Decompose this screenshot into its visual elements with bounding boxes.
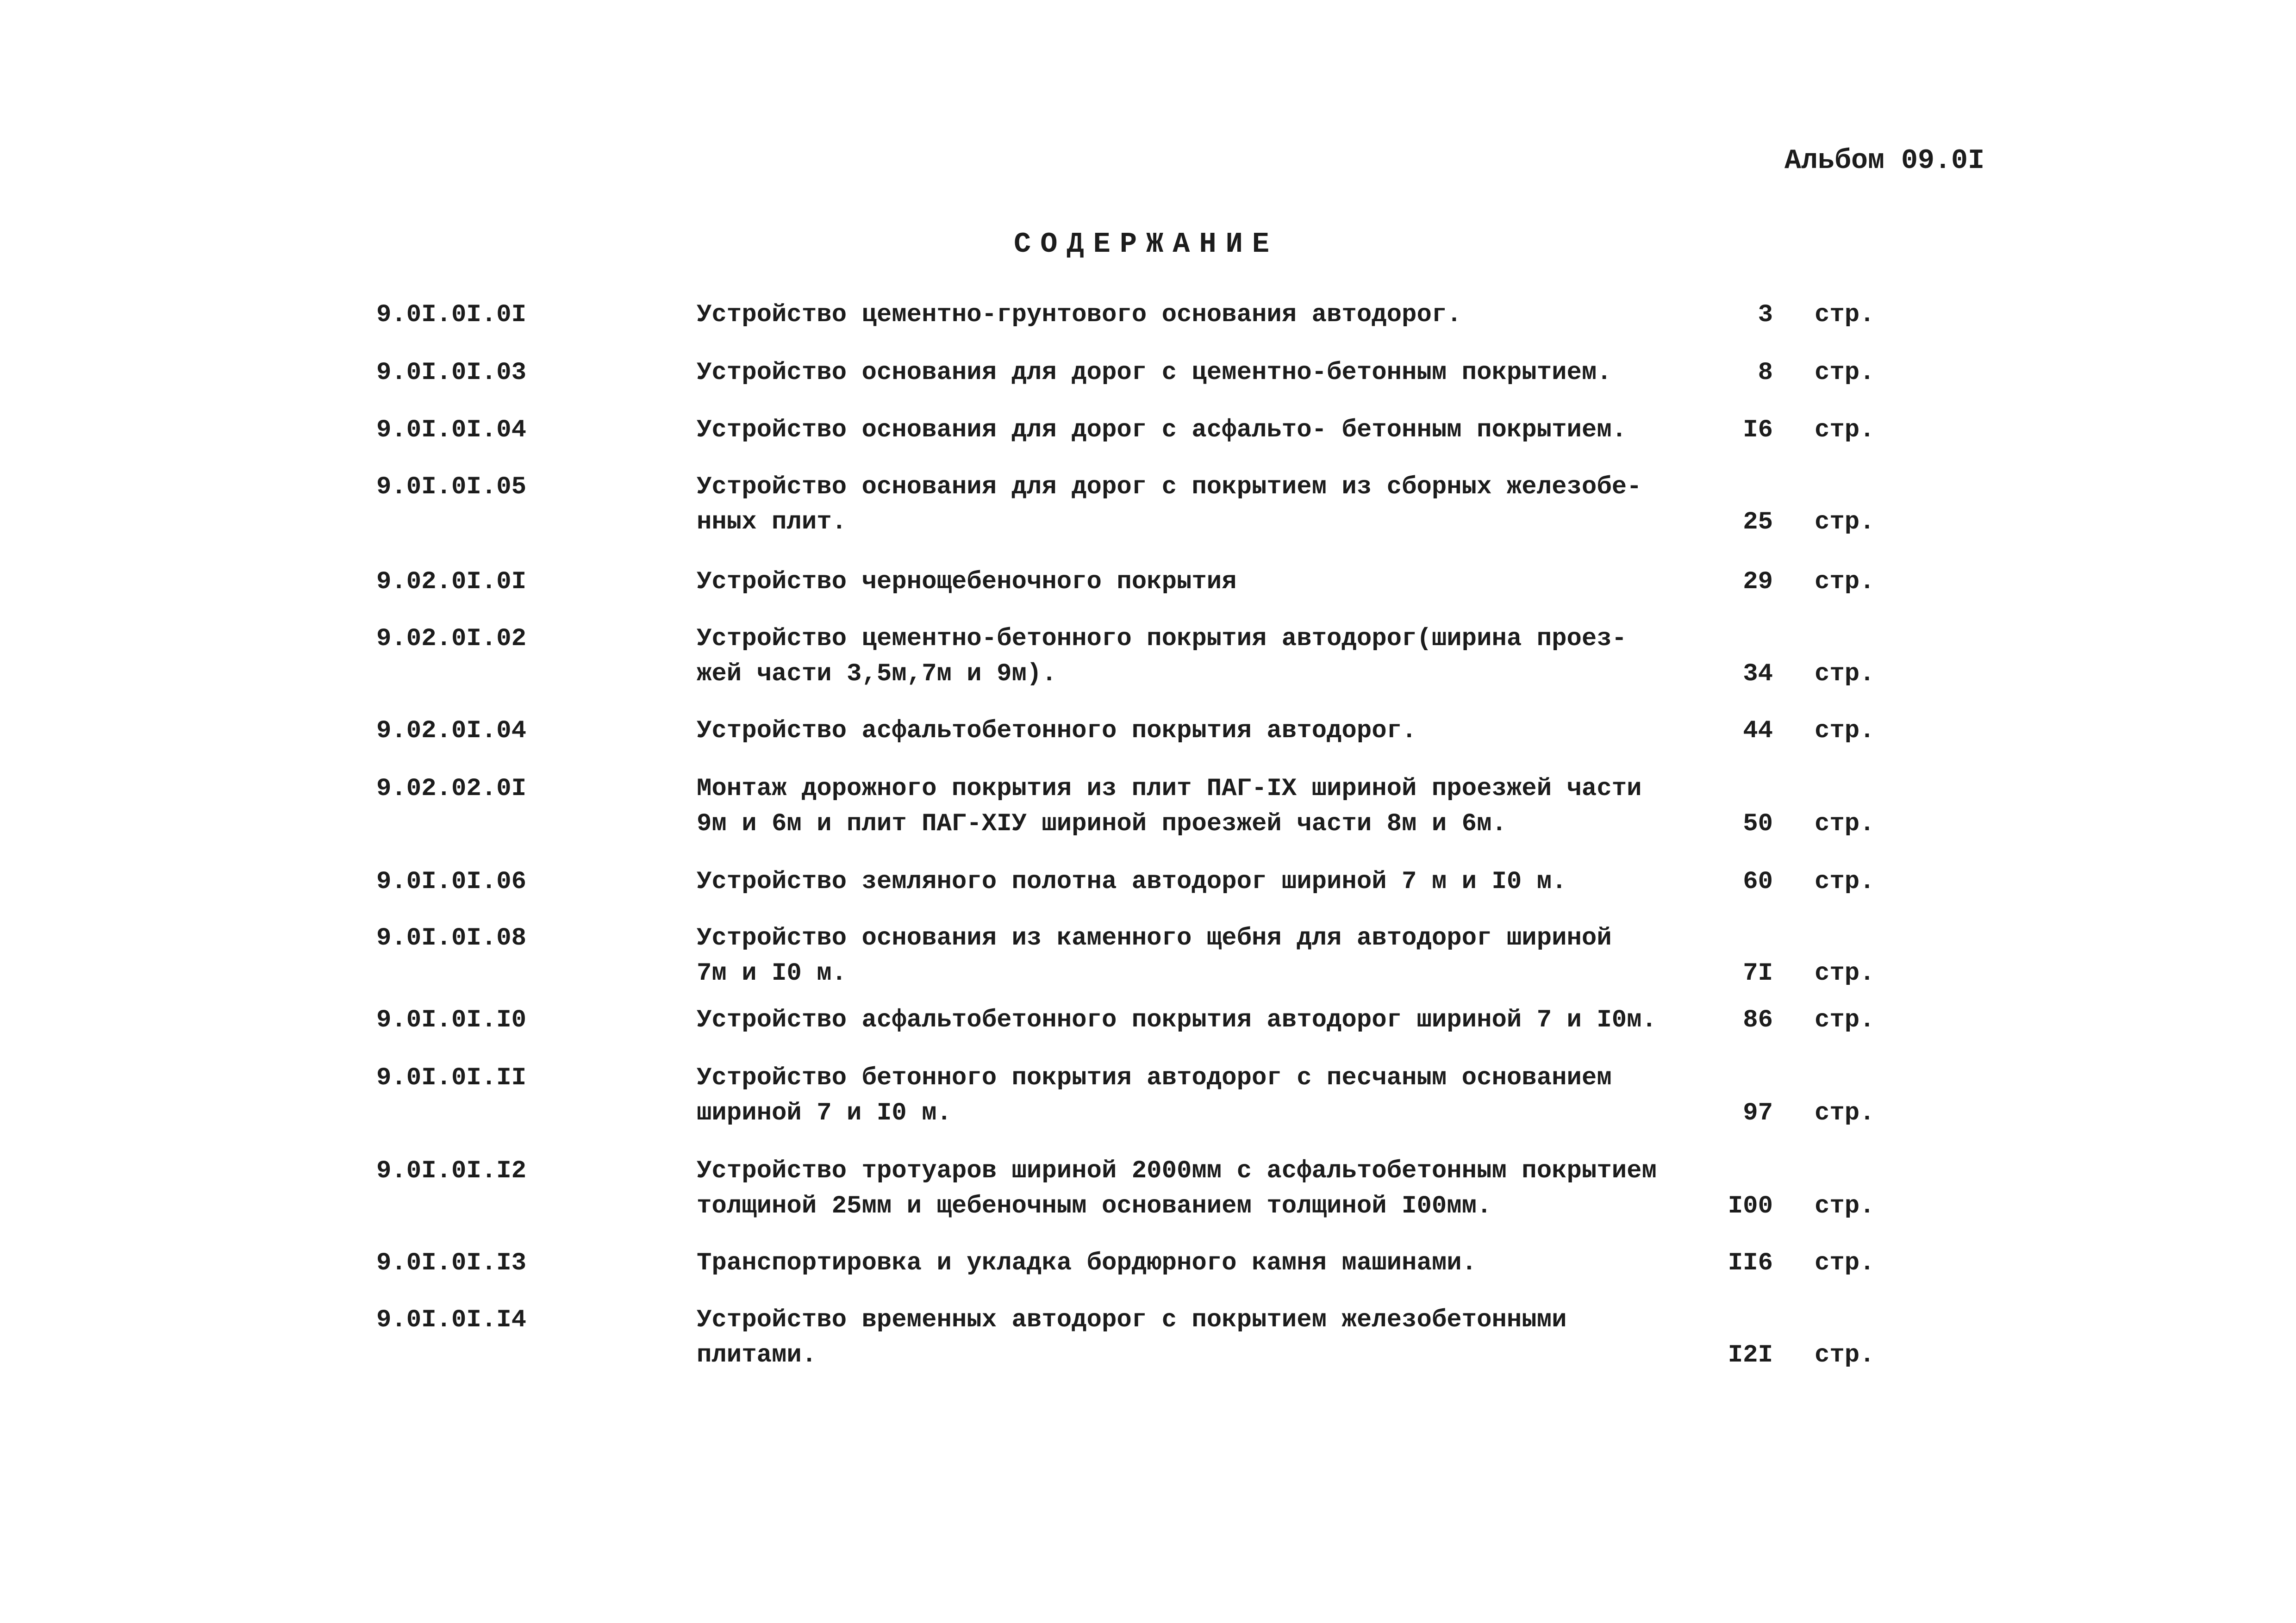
toc-entry-unit: стр.: [1815, 1192, 1875, 1220]
toc-entry-title: Устройство цементно-бетонного покрытия автодорог(ширина проез- жей части 3,5м,7м и 9м).: [697, 625, 1627, 688]
toc-entry-title: Транспортировка и укладка бордюрного камня машинами.: [697, 1249, 1477, 1277]
toc-entry-unit: стр.: [1815, 660, 1875, 688]
toc-entry-title: Устройство асфальтобетонного покрытия автодорог.: [697, 717, 1417, 745]
toc-entry-unit: стр.: [1815, 1006, 1875, 1034]
toc-entry-page: 25: [1743, 508, 1773, 536]
toc-entry-title: Устройство цементно-грунтового основания автодорог.: [697, 301, 1462, 329]
toc-entry-code: 9.0I.0I.II: [376, 1064, 527, 1092]
toc-entry-page: 29: [1743, 568, 1773, 596]
toc-entry-page: 34: [1743, 660, 1773, 688]
toc-entry-page: I2I: [1728, 1341, 1773, 1369]
toc-entry-unit: стр.: [1815, 301, 1875, 329]
toc-entry-title: Устройство асфальтобетонного покрытия автодорог шириной 7 и I0м.: [697, 1006, 1657, 1034]
toc-entry-code: 9.0I.0I.I4: [376, 1306, 527, 1334]
toc-entry-title: Устройство временных автодорог с покрытием железобетонными плитами.: [697, 1306, 1567, 1369]
toc-entry-title: Устройство основания для дорог с покрытием из сборных железобе- нных плит.: [697, 473, 1642, 536]
toc-entry-page: 50: [1743, 810, 1773, 838]
page-title: СОДЕРЖАНИЕ: [1014, 228, 1279, 261]
toc-entry-unit: стр.: [1815, 959, 1875, 988]
toc-entry-code: 9.0I.0I.I2: [376, 1157, 527, 1185]
toc-entry-unit: стр.: [1815, 359, 1875, 387]
toc-entry-unit: стр.: [1815, 1341, 1875, 1369]
toc-entry-page: II6: [1728, 1249, 1773, 1277]
toc-entry-unit: стр.: [1815, 810, 1875, 838]
toc-entry-title: Устройство основания из каменного щебня для автодорог шириной 7м и I0 м.: [697, 924, 1612, 988]
toc-entry-code: 9.0I.0I.08: [376, 924, 527, 952]
toc-entry-page: 7I: [1743, 959, 1773, 988]
toc-entry-unit: стр.: [1815, 416, 1875, 444]
toc-entry-code: 9.0I.0I.05: [376, 473, 527, 501]
toc-entry-code: 9.02.0I.02: [376, 625, 527, 653]
toc-entry-page: I6: [1743, 416, 1773, 444]
toc-entry-unit: стр.: [1815, 508, 1875, 536]
toc-entry-page: 97: [1743, 1099, 1773, 1127]
toc-entry-title: Устройство земляного полотна автодорог шириной 7 м и I0 м.: [697, 868, 1567, 896]
toc-entry-code: 9.0I.0I.06: [376, 868, 527, 896]
toc-entry-code: 9.0I.0I.03: [376, 359, 527, 387]
toc-entry-title: Устройство тротуаров шириной 2000мм с асфальтобетонным покрытием толщиной 25мм и щебеночным основанием толщиной I00мм.: [697, 1157, 1657, 1220]
toc-entry-page: 8: [1758, 359, 1773, 387]
toc-entry-unit: стр.: [1815, 717, 1875, 745]
toc-entry-page: 44: [1743, 717, 1773, 745]
toc-entry-code: 9.0I.0I.04: [376, 416, 527, 444]
toc-entry-unit: стр.: [1815, 868, 1875, 896]
album-label: Альбом 09.0I: [1784, 145, 1985, 177]
toc-entry-page: I00: [1728, 1192, 1773, 1220]
toc-entry-code: 9.02.0I.04: [376, 717, 527, 745]
toc-entry-page: 3: [1758, 301, 1773, 329]
toc-entry-code: 9.0I.0I.I0: [376, 1006, 527, 1034]
toc-entry-code: 9.0I.0I.0I: [376, 301, 527, 329]
toc-entry-title: Устройство чернощебеночного покрытия: [697, 568, 1237, 596]
toc-entry-code: 9.02.0I.0I: [376, 568, 527, 596]
toc-entry-unit: стр.: [1815, 568, 1875, 596]
toc-entry-page: 60: [1743, 868, 1773, 896]
toc-entry-code: 9.0I.0I.I3: [376, 1249, 527, 1277]
toc-entry-title: Монтаж дорожного покрытия из плит ПАГ-IX шириной проезжей части 9м и 6м и плит ПАГ-XIУ шириной проезжей части 8м и 6м.: [697, 775, 1642, 838]
toc-entry-title: Устройство основания для дорог с асфальто- бетонным покрытием.: [697, 416, 1627, 444]
toc-entry-page: 86: [1743, 1006, 1773, 1034]
toc-entry-code: 9.02.02.0I: [376, 775, 527, 803]
toc-entry-title: Устройство бетонного покрытия автодорог с песчаным основанием шириной 7 и I0 м.: [697, 1064, 1612, 1127]
toc-entry-title: Устройство основания для дорог с цементно-бетонным покрытием.: [697, 359, 1612, 387]
toc-entry-unit: стр.: [1815, 1099, 1875, 1127]
toc-entry-unit: стр.: [1815, 1249, 1875, 1277]
